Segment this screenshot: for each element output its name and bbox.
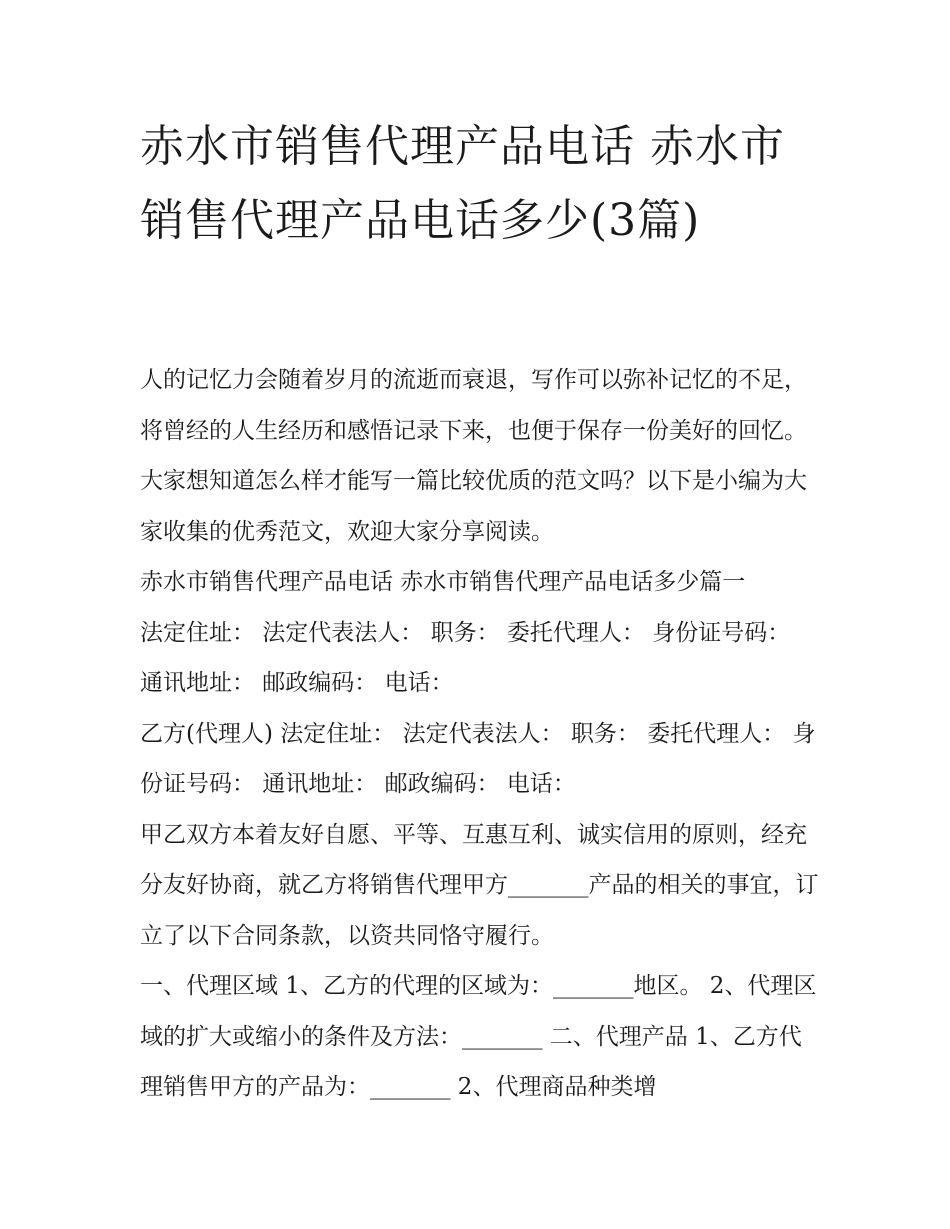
agreement-preamble: 甲乙双方本着友好自愿、平等、互惠互利、诚实信用的原则，经充分友好协商，就乙方将销售代理甲方_______产品的相关的事宜，订立了以下合同条款，以资共同恪守履行。	[140, 821, 819, 949]
intro-paragraph: 人的记忆力会随着岁月的流逝而衰退，写作可以弥补记忆的不足，将曾经的人生经历和感悟记录下来，也便于保存一份美好的回忆。大家想知道怎么样才能写一篇比较优质的范文吗？以下是小编为大家收集的优秀范文，欢迎大家分享阅读。	[140, 367, 807, 545]
section-heading: 赤水市销售代理产品电话 赤水市销售代理产品电话多少篇一	[140, 569, 746, 595]
document-body	[140, 355, 820, 1113]
party-a-info: 法定住址： 法定代表法人： 职务： 委托代理人： 身份证号码： 通讯地址： 邮政编码： 电话：	[140, 619, 791, 696]
clause-agency-area: 一、代理区域 1、乙方的代理的区域为：_______地区。 2、代理区域的扩大或缩小的条件及方法：_______ 二、代理产品 1、乙方代理销售甲方的产品为：_______ 2、代理商品种类增	[140, 973, 817, 1100]
party-b-info: 乙方(代理人) 法定住址： 法定代表法人： 职务： 委托代理人： 身份证号码： 通讯地址： 邮政编码： 电话：	[140, 720, 816, 797]
document-title: 赤水市销售代理产品电话 赤水市销售代理产品电话多少(3篇)	[140, 121, 785, 246]
